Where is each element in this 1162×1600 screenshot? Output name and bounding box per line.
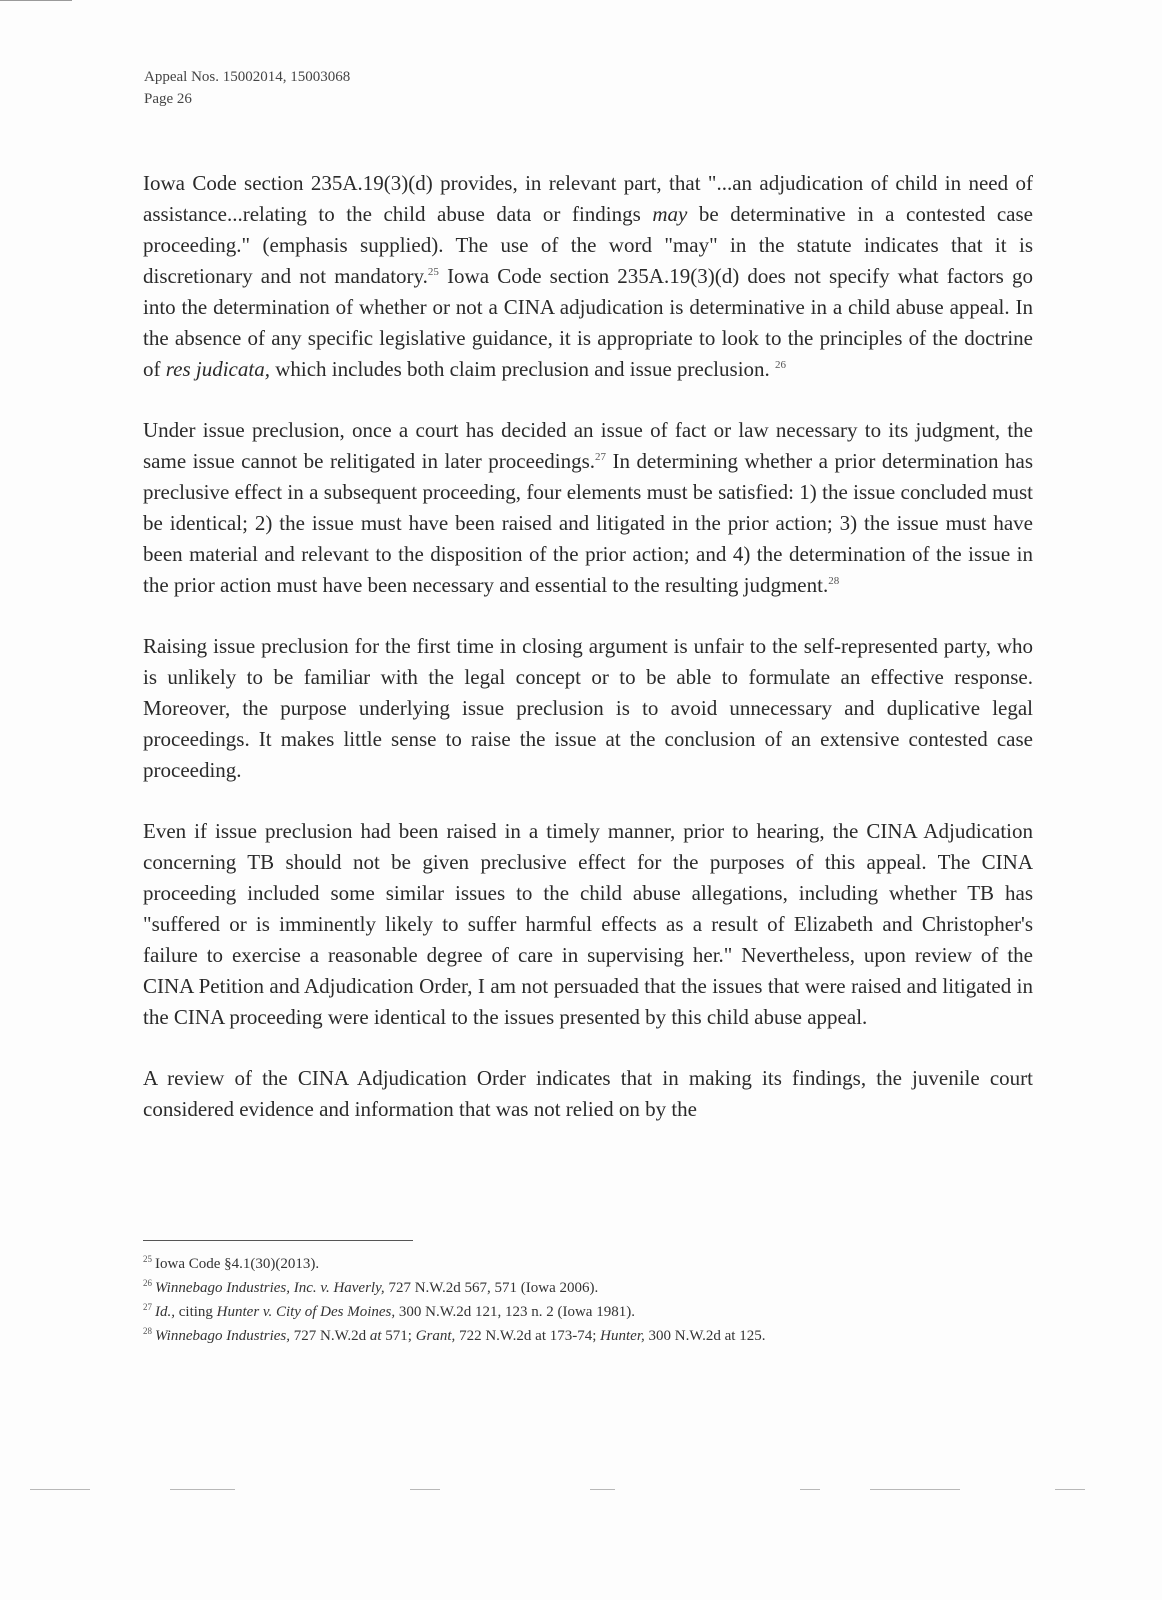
- text-run: Iowa Code section 235A.19(3)(d) does not specify what factors go into the determination of whether or not a CINA adjudication is determinative in a child abuse appeal. In the absence of any specific legislative guidance, it is appropriate to look to the principles of the doctrine of: [143, 264, 1033, 381]
- emphasis-may: may: [652, 202, 688, 226]
- footnote-ref-25: 25: [427, 266, 439, 278]
- footnote-26: [143, 1276, 1043, 1300]
- footnote-text: Iowa Code §4.1(30)(2013).: [155, 1256, 320, 1272]
- footnote-number: 26: [143, 1278, 152, 1288]
- case-name: Grant,: [415, 1328, 456, 1344]
- footnote-text: 727 N.W.2d: [290, 1328, 370, 1344]
- footnote-number: 28: [143, 1326, 152, 1336]
- text-run: which includes both claim preclusion and issue preclusion.: [269, 357, 776, 381]
- scan-artifact-line: [1055, 1489, 1085, 1490]
- footnote-text: 300 N.W.2d at 125.: [644, 1328, 766, 1344]
- page-number-line: Page 26: [144, 91, 192, 107]
- footnote-text: 300 N.W.2d 121, 123 n. 2 (Iowa 1981).: [395, 1304, 635, 1320]
- page-header: [144, 66, 350, 110]
- footnote-ref-26: 26: [775, 359, 787, 371]
- footnote-text: 722 N.W.2d at 173-74;: [455, 1328, 601, 1344]
- paragraph-review-order: A review of the CINA Adjudication Order indicates that in making its findings, the juvenile court considered evidence and information that was not relied on by the: [143, 1066, 1033, 1121]
- paragraph-statute: [143, 168, 1033, 385]
- footnote-ref-28: 28: [828, 575, 840, 587]
- case-name: Winnebago Industries,: [155, 1328, 290, 1344]
- footnote-28: [143, 1324, 1043, 1348]
- footnote-text: 727 N.W.2d 567, 571 (Iowa 2006).: [384, 1280, 599, 1296]
- text-run: Iowa Code section 235A.19(3)(d) provides, in relevant part, that "...an adjudication of child in need of assistance...relating to the child abuse data or findings: [143, 171, 1033, 226]
- paragraph-closing-argument: Raising issue preclusion for the first time in closing argument is unfair to the self-represented party, who is unlikely to be familiar with the legal concept or to be able to formulate an effective response. Moreover, the purpose underlying issue preclusion is to avoid unnecessary and duplicative legal proceedings. It makes little sense to raise the issue at the conclusion of an extensive contested case proceeding.: [143, 634, 1033, 782]
- scan-edge-mark: [0, 0, 72, 1]
- scan-artifact-line: [30, 1489, 90, 1490]
- footnote-text: citing: [175, 1304, 217, 1320]
- case-name: Hunter v. City of Des Moines,: [216, 1304, 396, 1320]
- footnote-25: [143, 1252, 1043, 1276]
- footnotes: [143, 1252, 1043, 1348]
- paragraph-cina-adjudication: Even if issue preclusion had been raised in a timely manner, prior to hearing, the CINA Adjudication concerning TB should not be given preclusive effect for the purposes of this appeal. The CINA proceeding included some similar issues to the child abuse allegations, including whether TB has "suffered or is imminently likely to suffer harmful effects as a result of Elizabeth and Christopher's failure to exercise a reasonable degree of care in supervising her." Nevertheless, upon review of the CINA Petition and Adjudication Order, I am not persuaded that the issues that were raised and litigated in the CINA proceeding were identical to the issues presented by this child abuse appeal.: [143, 819, 1033, 1029]
- scan-artifact-line: [590, 1489, 615, 1490]
- footnote-27: [143, 1300, 1043, 1324]
- text-run: Under issue preclusion, once a court has decided an issue of fact or law necessary to its judgment, the same issue cannot be relitigated in later proceedings.: [143, 418, 1033, 473]
- citation-at: at: [369, 1328, 382, 1344]
- paragraph-issue-preclusion: [143, 415, 1033, 601]
- document-body: [143, 168, 1033, 1125]
- scan-artifact-line: [410, 1489, 440, 1490]
- footnote-text: 571;: [381, 1328, 416, 1344]
- case-name: Winnebago Industries, Inc. v. Haverly,: [155, 1280, 385, 1296]
- scan-artifact-line: [870, 1489, 960, 1490]
- footnote-number: 25: [143, 1254, 152, 1264]
- case-name: Hunter,: [600, 1328, 645, 1344]
- citation-id: Id.,: [155, 1304, 175, 1320]
- footnote-number: 27: [143, 1302, 152, 1312]
- scan-artifact-line: [170, 1489, 235, 1490]
- footnote-divider: [143, 1240, 413, 1241]
- text-run: be determinative in a contested case proceeding." (emphasis supplied). The use of the word "may" in the statute indicates that it is discretionary and not mandatory.: [143, 202, 1033, 288]
- scan-artifact-line: [800, 1489, 820, 1490]
- emphasis-res-judicata: res judicata,: [165, 357, 270, 381]
- appeal-number-line: Appeal Nos. 15002014, 15003068: [144, 69, 351, 85]
- text-run: In determining whether a prior determination has preclusive effect in a subsequent proceeding, four elements must be satisfied: 1) the issue concluded must be identical; 2) the issue must have been raised and litigated in the prior action; 3) the issue must have been material and relevant to the disposition of the prior action; and 4) the determination of the issue in the prior action must have been necessary and essential to the resulting judgment.: [143, 449, 1033, 597]
- footnote-ref-27: 27: [595, 451, 607, 463]
